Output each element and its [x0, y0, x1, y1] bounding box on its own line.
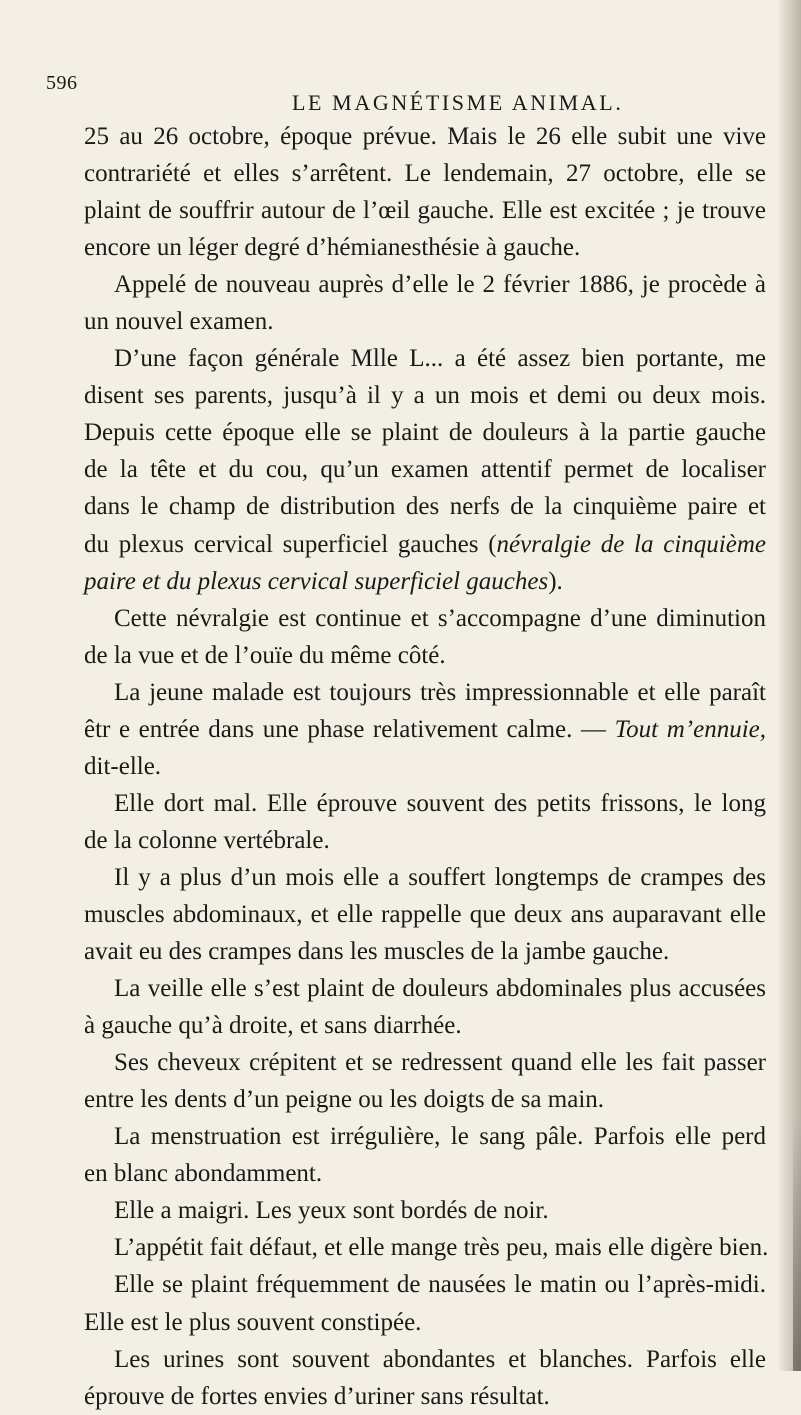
text-line: Depuis cette époque elle se plaint de douleurs à la partie gauche [84, 419, 766, 447]
text-line [84, 526, 766, 563]
text-line: disent ses parents, jusqu’à il y a un mois et demi ou deux mois. [84, 382, 766, 410]
text-line: La menstruation est irrégulière, le sang pâle. Parfois elle perd [114, 1123, 766, 1151]
text-line: en blanc abondamment. [84, 1160, 323, 1188]
text-line: Appelé de nouveau auprès d’elle le 2 février 1886, je procède à [114, 271, 766, 299]
text-line: dans le champ de distribution des nerfs de la cinquième paire et [84, 493, 766, 521]
page-number: 596 [46, 72, 78, 94]
text-line: La jeune malade est toujours très impressionnable et elle paraît [114, 678, 766, 706]
text-line: avait eu des crampes dans les muscles de la jambe gauche. [84, 938, 670, 966]
text-run: ). [548, 567, 563, 595]
text-line: muscles abdominaux, et elle rappelle que deux ans auparavant elle [84, 900, 766, 928]
text-line: Les urines sont souvent abondantes et blanches. Parfois elle [114, 1345, 766, 1373]
body-text [84, 118, 769, 1415]
text-line: de la colonne vertébrale. [84, 826, 330, 854]
page-edge-binding [793, 1120, 801, 1371]
text-line: Cette névralgie est continue et s’accompagne d’une diminution [114, 604, 766, 632]
text-line: dit-elle. [84, 752, 162, 780]
text-line: Elle dort mal. Elle éprouve souvent des petits frissons, le long [114, 789, 766, 817]
text-line [84, 563, 766, 600]
text-run: êtr e entrée dans une phase relativement calme. — [84, 715, 615, 743]
text-line: de la tête et du cou, qu’un examen attentif permet de localiser [84, 456, 766, 484]
text-line: à gauche qu’à droite, et sans diarrhée. [84, 1012, 462, 1040]
text-line: 25 au 26 octobre, époque prévue. Mais le 26 elle subit une vive [84, 123, 766, 150]
text-line: L’appétit fait défaut, et elle mange très peu, mais elle digère bien. [114, 1234, 769, 1262]
italic-text-run: paire et du plexus cervical superficiel gauches [84, 567, 549, 595]
text-line: Ses cheveux crépitent et se redressent quand elle les fait passer [114, 1049, 766, 1077]
text-line: plaint de souffrir autour de l’œil gauche. Elle est excitée ; je trouve [84, 197, 766, 225]
text-line: de la vue et de l’ouïe du même côté. [84, 641, 446, 669]
text-line: La veille elle s’est plaint de douleurs abdominales plus accusées [114, 975, 766, 1003]
italic-text-run: Tout m’ennuie, [614, 715, 766, 743]
text-line [84, 711, 766, 748]
italic-text-run: névralgie de la cinquième [496, 530, 766, 558]
text-line: Il y a plus d’un mois elle a souffert longtemps de crampes des [114, 863, 766, 891]
text-line: Elle se plaint fréquemment de nausées le matin ou l’après-midi. [114, 1271, 766, 1299]
text-line: un nouvel examen. [84, 308, 274, 336]
text-line: entre les dents d’un peigne ou les doigts de sa main. [84, 1086, 605, 1114]
text-line: éprouve de fortes envies d’uriner sans résultat. [84, 1382, 550, 1410]
text-line: Elle a maigri. Les yeux sont bordés de noir. [114, 1197, 549, 1225]
text-line: Elle est le plus souvent constipée. [84, 1308, 422, 1336]
text-line: D’une façon générale Mlle L... a été assez bien portante, me [114, 345, 766, 373]
text-run: du plexus cervical superficiel gauches ( [84, 530, 497, 558]
text-line: encore un léger degré d’hémianesthésie à gauche. [84, 234, 581, 262]
text-line: contrariété et elles s’arrêtent. Le lendemain, 27 octobre, elle se [84, 160, 766, 188]
running-head: LE MAGNÉTISME ANIMAL. [292, 90, 624, 115]
